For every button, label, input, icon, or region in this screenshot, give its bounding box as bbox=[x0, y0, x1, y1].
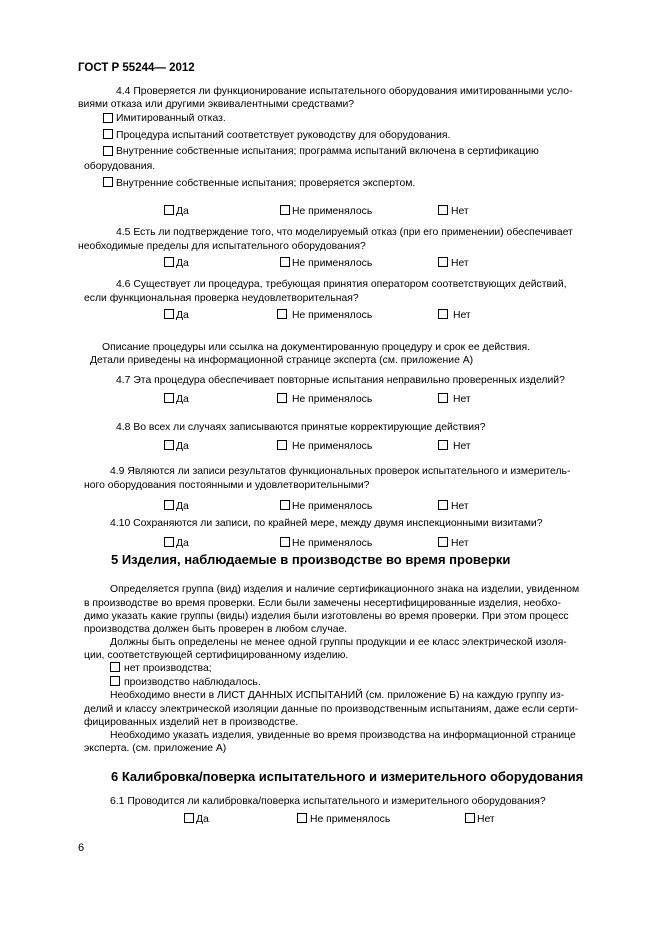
checkbox-4-9-na[interactable] bbox=[280, 500, 290, 510]
checkbox-6-1-no[interactable] bbox=[465, 813, 475, 823]
checkbox-4-10-no[interactable] bbox=[438, 537, 448, 547]
answer-6-1-yes: Да bbox=[196, 814, 209, 825]
checkbox-4-10-yes[interactable] bbox=[164, 537, 174, 547]
checkbox-production-observed[interactable] bbox=[110, 676, 120, 686]
checkbox-6-1-na[interactable] bbox=[297, 813, 307, 823]
note-line1: Описание процедуры или ссылка на документированную процедуру и срок ее действия. bbox=[102, 342, 530, 353]
question-4-4-line2: виями отказа или другими эквивалентными средствами? bbox=[78, 99, 355, 110]
checkbox-internal-tests-expert[interactable] bbox=[103, 177, 113, 187]
question-4-8: 4.8 Во всех ли случаях записываются принятые корректирующие действия? bbox=[116, 422, 486, 433]
option-internal-tests-expert: Внутренние собственные испытания; проверяется экспертом. bbox=[116, 178, 416, 189]
option-production-observed: производство наблюдалось. bbox=[124, 677, 261, 688]
checkbox-4-5-yes[interactable] bbox=[164, 257, 174, 267]
answer-4-5-no: Нет bbox=[451, 258, 469, 269]
answer-4-10-yes: Да bbox=[176, 538, 189, 549]
section-5-p1-line2: в производстве во время проверки. Если были замечены несертифицированные изделия, необхо- bbox=[84, 598, 561, 609]
question-4-6-line1: 4.6 Существует ли процедура, требующая принятия оператором соответствующих действий, bbox=[116, 279, 567, 290]
checkbox-4-5-na[interactable] bbox=[280, 257, 290, 267]
section-5-p4-line1: Необходимо указать изделия, увиденные во время производства на информационной странице bbox=[110, 730, 576, 741]
checkbox-4-6-no[interactable] bbox=[438, 309, 448, 319]
answer-4-6-no: Нет bbox=[453, 310, 471, 321]
checkbox-no-production[interactable] bbox=[110, 662, 120, 672]
note-line2: Детали приведены на информационной странице эксперта (см. приложение А) bbox=[90, 355, 474, 366]
answer-4-5-na: Не применялось bbox=[292, 258, 373, 269]
section-5-p3-line1: Необходимо внести в ЛИСТ ДАННЫХ ИСПЫТАНИЙ (см. приложение Б) на каждую группу из- bbox=[110, 690, 565, 701]
question-4-9-line1: 4.9 Являются ли записи результатов функциональных проверок испытательного и измеритель- bbox=[110, 466, 571, 477]
answer-4-9-no: Нет bbox=[451, 501, 469, 512]
section-6-title: 6 Калибровка/поверка испытательного и измерительного оборудования bbox=[111, 769, 584, 784]
checkbox-4-4-yes[interactable] bbox=[164, 205, 174, 215]
answer-4-9-na: Не применялось bbox=[292, 501, 373, 512]
section-5-p1-line1: Определяется группа (вид) изделия и наличие сертификационного знака на изделии, увиденном bbox=[110, 584, 580, 595]
question-4-6-line2: если функциональная проверка неудовлетворительная? bbox=[84, 293, 359, 304]
answer-4-8-no: Нет bbox=[453, 441, 471, 452]
answer-4-10-no: Нет bbox=[451, 538, 469, 549]
checkbox-4-7-na[interactable] bbox=[277, 393, 287, 403]
answer-4-7-yes: Да bbox=[176, 394, 189, 405]
section-5-p3-line2: делий и классу электрической изоляции данные по производственным испытаниям, даже если серти- bbox=[84, 704, 579, 715]
option-procedure-manual: Процедура испытаний соответствует руководству для оборудования. bbox=[116, 130, 451, 141]
answer-4-5-yes: Да bbox=[176, 258, 189, 269]
answer-4-9-yes: Да bbox=[176, 501, 189, 512]
checkbox-4-10-na[interactable] bbox=[280, 537, 290, 547]
checkbox-4-5-no[interactable] bbox=[438, 257, 448, 267]
checkbox-6-1-yes[interactable] bbox=[184, 813, 194, 823]
checkbox-internal-tests-certification[interactable] bbox=[103, 146, 113, 156]
page-number: 6 bbox=[78, 842, 85, 854]
answer-4-6-yes: Да bbox=[176, 310, 189, 321]
question-4-5-line2: необходимые пределы для испытательного оборудования? bbox=[78, 241, 366, 252]
section-5-p1-line4: производства должен быть проверен в любом случае. bbox=[84, 624, 348, 635]
checkbox-4-8-na[interactable] bbox=[277, 440, 287, 450]
checkbox-4-7-yes[interactable] bbox=[164, 393, 174, 403]
checkbox-4-4-no[interactable] bbox=[438, 205, 448, 215]
answer-4-4-yes: Да bbox=[176, 206, 189, 217]
section-5-title: 5 Изделия, наблюдаемые в производстве во время проверки bbox=[111, 552, 511, 567]
checkbox-simulated-failure[interactable] bbox=[103, 113, 113, 123]
answer-4-7-no: Нет bbox=[453, 394, 471, 405]
checkbox-4-7-no[interactable] bbox=[438, 393, 448, 403]
answer-4-8-yes: Да bbox=[176, 441, 189, 452]
checkbox-4-6-na[interactable] bbox=[277, 309, 287, 319]
answer-6-1-no: Нет bbox=[477, 814, 495, 825]
checkbox-procedure-manual[interactable] bbox=[103, 129, 113, 139]
checkbox-4-8-yes[interactable] bbox=[164, 440, 174, 450]
section-5-p4-line2: эксперта. (см. приложение А) bbox=[84, 743, 227, 754]
question-4-5-line1: 4.5 Есть ли подтверждение того, что моделируемый отказ (при его применении) обеспечивает bbox=[116, 227, 573, 238]
checkbox-4-8-no[interactable] bbox=[438, 440, 448, 450]
question-4-9-line2: ного оборудования постоянными и удовлетворительными? bbox=[84, 480, 370, 491]
option-internal-tests-certification-line1: Внутренние собственные испытания; программа испытаний включена в сертификацию bbox=[116, 146, 539, 157]
section-5-p1-line3: димо указать какие группы (виды) изделия были изготовлены во время проверки. При этом процесс bbox=[84, 611, 569, 622]
question-6-1: 6.1 Проводится ли калибровка/поверка испытательного и измерительного оборудования? bbox=[110, 796, 546, 807]
option-no-production: нет производства; bbox=[124, 663, 212, 674]
section-5-p3-line3: фицированных изделий нет в производстве. bbox=[84, 717, 299, 728]
answer-4-10-na: Не применялось bbox=[292, 538, 373, 549]
checkbox-4-9-no[interactable] bbox=[438, 500, 448, 510]
section-5-p2-line1: Должны быть определены не менее одной группы продукции и ее класс электрической изоля- bbox=[110, 637, 567, 648]
option-simulated-failure: Имитированный отказ. bbox=[116, 113, 226, 124]
question-4-10: 4.10 Сохраняются ли записи, по крайней мере, между двумя инспекционными визитами? bbox=[110, 518, 543, 529]
answer-4-4-na: Не применялось bbox=[292, 206, 373, 217]
answer-4-8-na: Не применялось bbox=[292, 441, 373, 452]
checkbox-4-6-yes[interactable] bbox=[164, 309, 174, 319]
option-internal-tests-certification-line2: оборудования. bbox=[84, 161, 156, 172]
answer-4-6-na: Не применялось bbox=[292, 310, 373, 321]
checkbox-4-4-na[interactable] bbox=[280, 205, 290, 215]
answer-6-1-na: Не применялось bbox=[310, 814, 391, 825]
question-4-4-line1: 4.4 Проверяется ли функционирование испытательного оборудования имитированными усло- bbox=[116, 86, 573, 97]
question-4-7: 4.7 Эта процедура обеспечивает повторные испытания неправильно проверенных изделий? bbox=[116, 375, 565, 386]
section-5-p2-line2: ции, соответствующей сертифицированному изделию. bbox=[84, 650, 349, 661]
document-code: ГОСТ Р 55244— 2012 bbox=[78, 62, 195, 74]
answer-4-7-na: Не применялось bbox=[292, 394, 373, 405]
answer-4-4-no: Нет bbox=[451, 206, 469, 217]
checkbox-4-9-yes[interactable] bbox=[164, 500, 174, 510]
